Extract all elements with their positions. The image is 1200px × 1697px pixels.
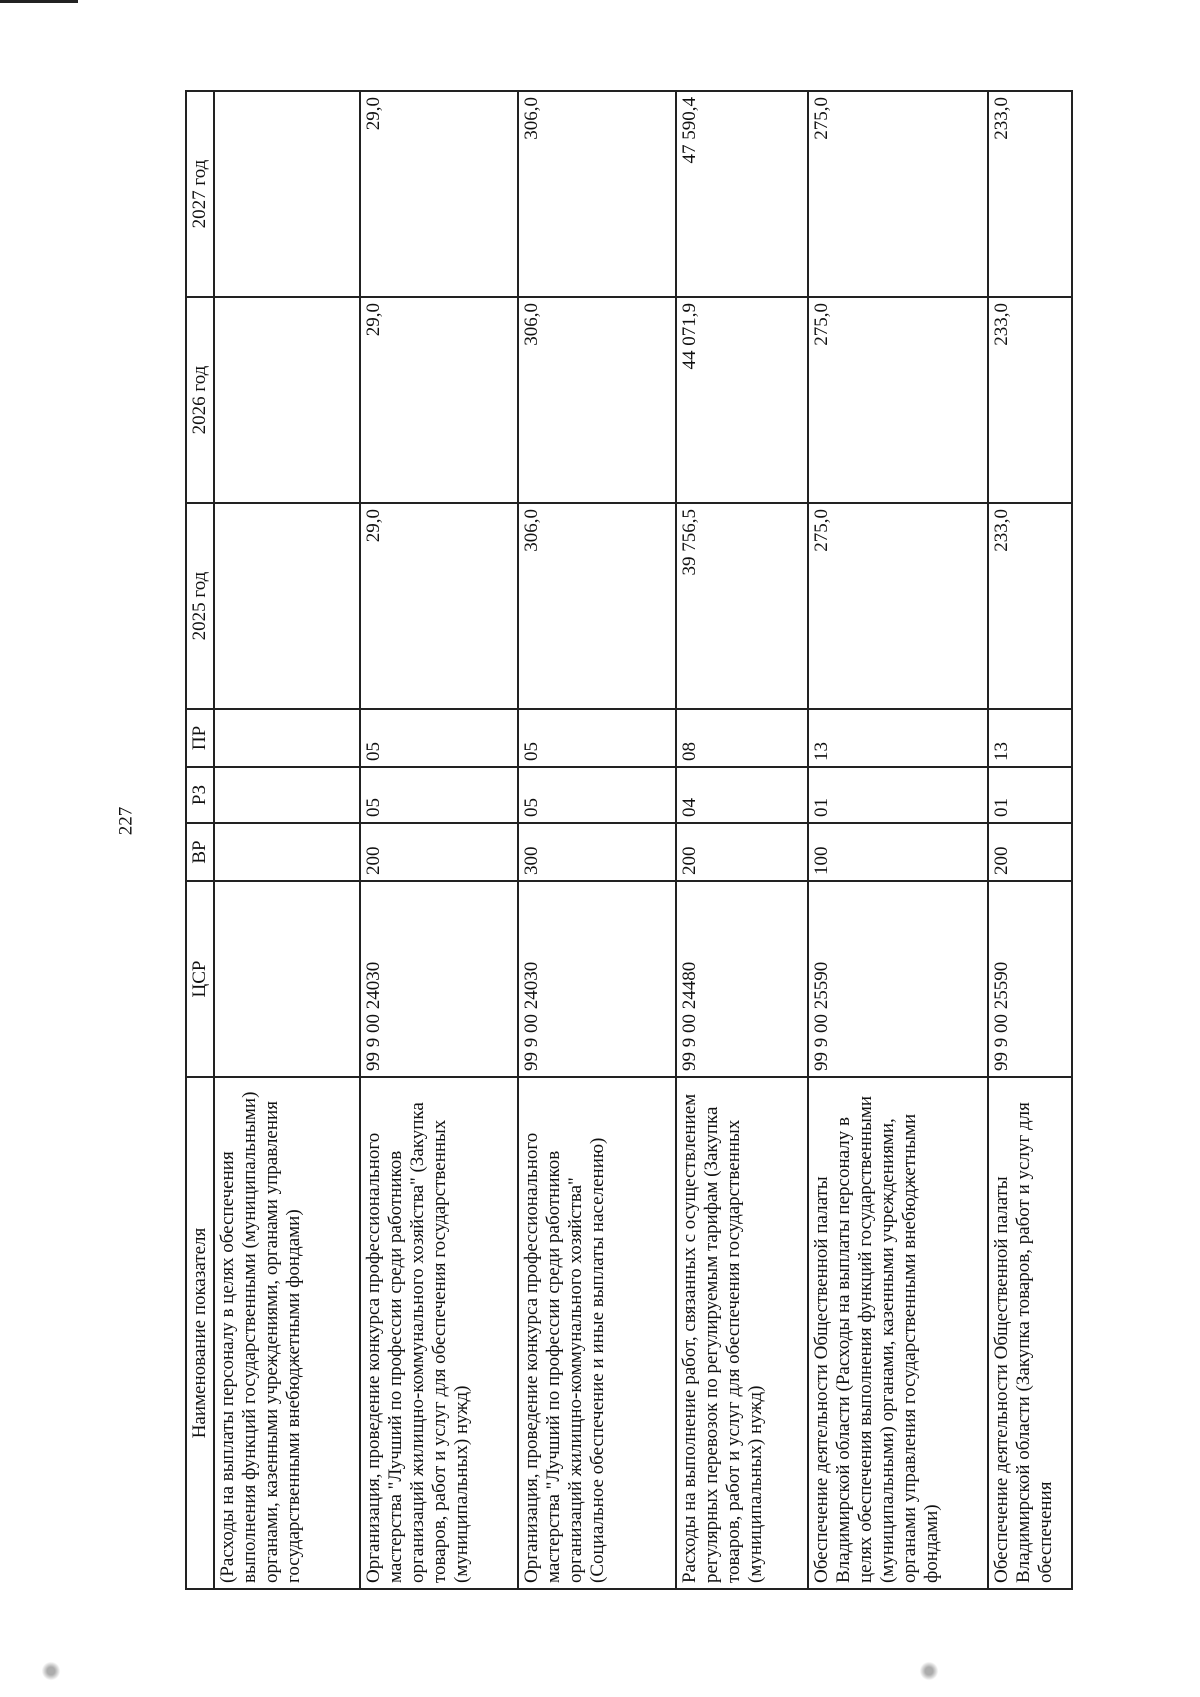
cell-vr: 200	[676, 823, 808, 881]
cell-2025	[214, 503, 360, 709]
rotated-table-container	[185, 90, 1085, 1590]
cell-vr: 200	[988, 823, 1072, 881]
cell-csr: 99 9 00 25590	[988, 881, 1072, 1077]
cell-name: Обеспечение деятельности Общественной палаты Владимирской области (Закупка товаров, работ и услуг для обеспечения	[988, 1077, 1072, 1589]
cell-2025: 39 756,5	[676, 503, 808, 709]
cell-2027	[214, 91, 360, 297]
cell-2025: 306,0	[518, 503, 676, 709]
scan-artifact	[40, 1660, 62, 1682]
header-pr: ПР	[186, 709, 214, 767]
cell-vr	[214, 823, 360, 881]
cell-2025: 233,0	[988, 503, 1072, 709]
cell-2026	[214, 297, 360, 503]
cell-2026: 233,0	[988, 297, 1072, 503]
cell-rz: 05	[518, 767, 676, 823]
cell-2027: 47 590,4	[676, 91, 808, 297]
cell-2027: 233,0	[988, 91, 1072, 297]
cell-2026: 29,0	[360, 297, 518, 503]
cell-csr: 99 9 00 24480	[676, 881, 808, 1077]
header-2026: 2026 год	[186, 297, 214, 503]
cell-name: Расходы на выполнение работ, связанных с осуществлением регулярных перевозок по регулируемым тарифам (Закупка товаров, работ и услуг для обеспечения государственных (муниципальных) нужд)	[676, 1077, 808, 1589]
header-vr: ВР	[186, 823, 214, 881]
cell-pr: 13	[808, 709, 988, 767]
cell-vr: 300	[518, 823, 676, 881]
cell-csr: 99 9 00 24030	[360, 881, 518, 1077]
scan-artifact	[918, 1660, 940, 1682]
cell-pr: 08	[676, 709, 808, 767]
cell-name: Обеспечение деятельности Общественной палаты Владимирской области (Расходы на выплаты персоналу в целях обеспечения выполнения функций государственными (муниципальными) органами, казенными учреждениями, органами управления государственными внебюджетными фондами)	[808, 1077, 988, 1589]
header-row	[186, 91, 214, 1589]
table-row	[808, 91, 988, 1589]
cell-pr	[214, 709, 360, 767]
scan-edge-mark	[0, 0, 78, 3]
table-row	[676, 91, 808, 1589]
budget-table	[185, 90, 1073, 1590]
cell-name: Организация, проведение конкурса профессионального мастерства "Лучший по профессии среди работников организаций жилищно-коммунального хозяйства" (Закупка товаров, работ и услуг для обеспечения государственных (муниципальных) нужд)	[360, 1077, 518, 1589]
cell-2026: 275,0	[808, 297, 988, 503]
table-header	[186, 91, 214, 1589]
cell-csr	[214, 881, 360, 1077]
table-row	[518, 91, 676, 1589]
cell-pr: 05	[518, 709, 676, 767]
header-rz: РЗ	[186, 767, 214, 823]
table-row	[360, 91, 518, 1589]
cell-name: (Расходы на выплаты персоналу в целях обеспечения выполнения функций государственными (муниципальными) органами, казенными учреждениями, органами управления государственными внебюджетными фондами)	[214, 1077, 360, 1589]
header-2025: 2025 год	[186, 503, 214, 709]
cell-2026: 306,0	[518, 297, 676, 503]
cell-rz: 01	[808, 767, 988, 823]
header-name: Наименование показателя	[186, 1077, 214, 1589]
cell-2025: 29,0	[360, 503, 518, 709]
cell-vr: 200	[360, 823, 518, 881]
header-csr: ЦСР	[186, 881, 214, 1077]
table-row	[988, 91, 1072, 1589]
cell-2026: 44 071,9	[676, 297, 808, 503]
cell-2027: 306,0	[518, 91, 676, 297]
cell-pr: 05	[360, 709, 518, 767]
cell-vr: 100	[808, 823, 988, 881]
cell-2027: 29,0	[360, 91, 518, 297]
cell-rz: 01	[988, 767, 1072, 823]
cell-rz: 04	[676, 767, 808, 823]
page-number: 227	[115, 806, 137, 836]
cell-rz	[214, 767, 360, 823]
cell-pr: 13	[988, 709, 1072, 767]
cell-name: Организация, проведение конкурса профессионального мастерства "Лучший по профессии среди работников организаций жилищно-коммунального хозяйства" (Социальное обеспечение и иные выплаты населению)	[518, 1077, 676, 1589]
cell-csr: 99 9 00 24030	[518, 881, 676, 1077]
cell-rz: 05	[360, 767, 518, 823]
cell-2027: 275,0	[808, 91, 988, 297]
table-row	[214, 91, 360, 1589]
header-2027: 2027 год	[186, 91, 214, 297]
cell-csr: 99 9 00 25590	[808, 881, 988, 1077]
cell-2025: 275,0	[808, 503, 988, 709]
